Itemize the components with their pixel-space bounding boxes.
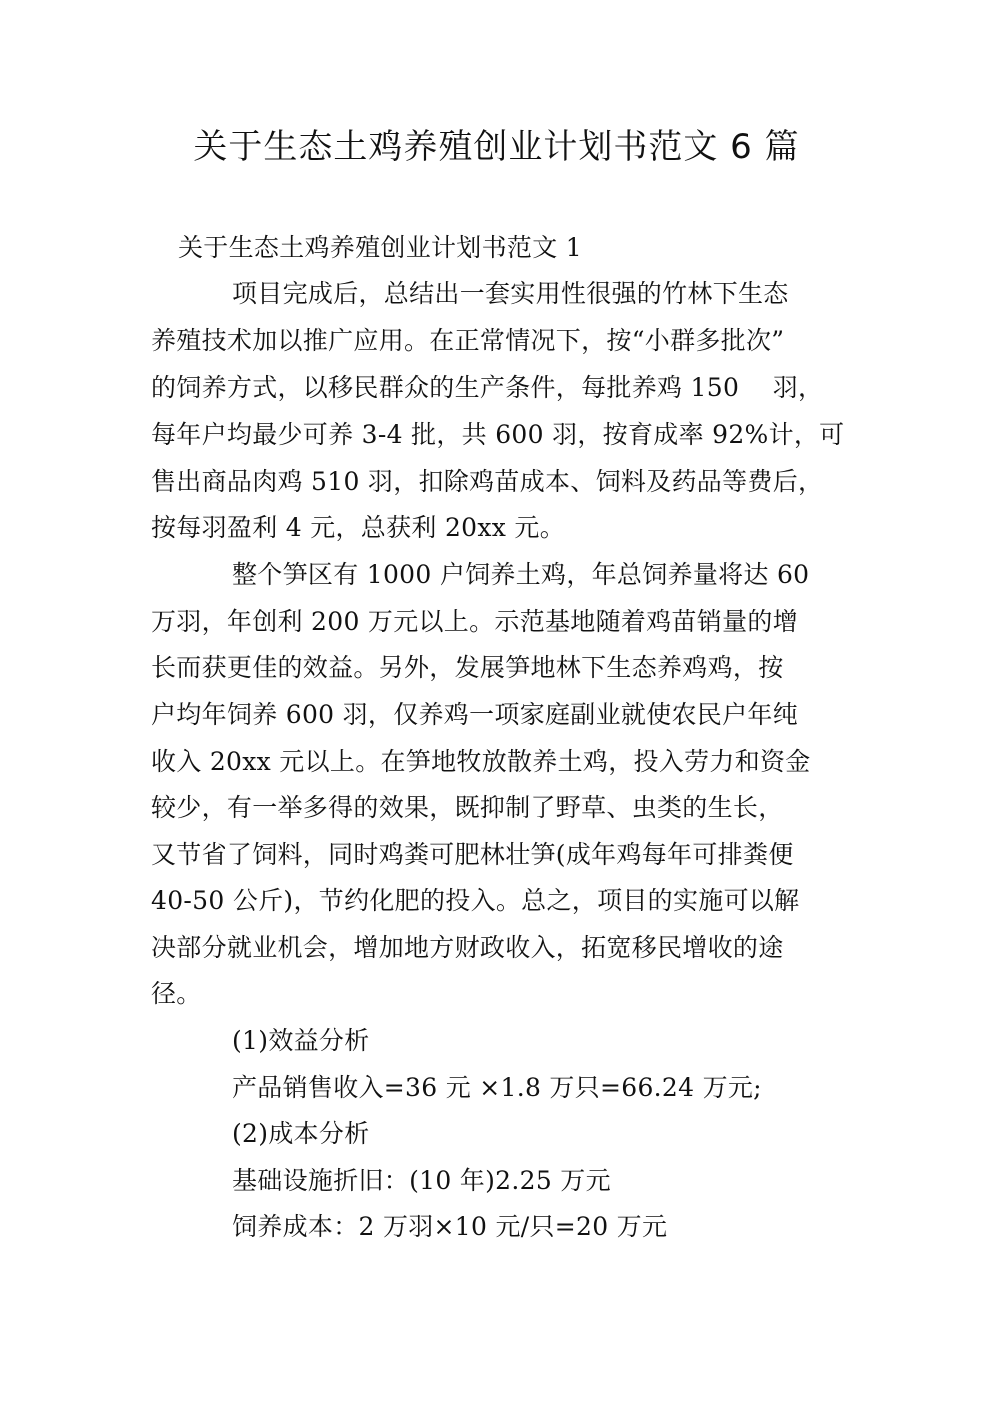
paragraph-line: 万羽，年创利 200 万元以上。示范基地随着鸡苗销量的增 (151, 607, 799, 636)
paragraph-line: 每年户均最少可养 3-4 批，共 600 羽，按育成率 92%计，可 (151, 420, 845, 449)
paragraph-line: 的饲养方式，以移民群众的生产条件，每批养鸡 150 羽， (151, 373, 824, 402)
section-heading: 关于生态土鸡养殖创业计划书范文 1 (178, 233, 582, 262)
paragraph-line: 较少，有一举多得的效果，既抑制了野草、虫类的生长， (151, 793, 784, 822)
benefit-analysis-heading: (1)效益分析 (232, 1026, 370, 1055)
paragraph-line: 售出商品肉鸡 510 羽，扣除鸡苗成本、饲料及药品等费后， (151, 467, 824, 496)
paragraph-line: 径。 (151, 979, 202, 1008)
paragraph-line: 决部分就业机会，增加地方财政收入，拓宽移民增收的途 (151, 933, 784, 962)
paragraph-line: 又节省了饲料，同时鸡粪可肥林壮笋(成年鸡每年可排粪便 (151, 840, 794, 869)
paragraph-line: 户均年饲养 600 羽，仅养鸡一项家庭副业就使农民户年纯 (151, 700, 799, 729)
paragraph-line: 项目完成后，总结出一套实用性很强的竹林下生态 (232, 279, 789, 308)
paragraph-line: 整个笋区有 1000 户饲养土鸡，年总饲养量将达 60 (232, 560, 810, 589)
paragraph-line: 按每羽盈利 4 元，总获利 20xx 元。 (151, 513, 566, 542)
cost-analysis-heading: (2)成本分析 (232, 1119, 370, 1148)
paragraph-line: 养殖技术加以推广应用。在正常情况下，按“小群多批次” (151, 326, 785, 355)
paragraph-line: 收入 20xx 元以上。在笋地牧放散养土鸡，投入劳力和资金 (151, 747, 811, 776)
paragraph-line: 长而获更佳的效益。另外，发展笋地林下生态养鸡鸡，按 (151, 653, 784, 682)
cost-line-feeding: 饲养成本：2 万羽×10 元/只=20 万元 (232, 1212, 668, 1241)
page-title: 关于生态土鸡养殖创业计划书范文 6 篇 (193, 127, 800, 167)
paragraph-line: 40-50 公斤)，节约化肥的投入。总之，项目的实施可以解 (151, 886, 800, 915)
cost-line-depreciation: 基础设施折旧：(10 年)2.25 万元 (232, 1166, 611, 1195)
benefit-calculation: 产品销售收入=36 元 ×1.8 万只=66.24 万元; (232, 1073, 762, 1102)
